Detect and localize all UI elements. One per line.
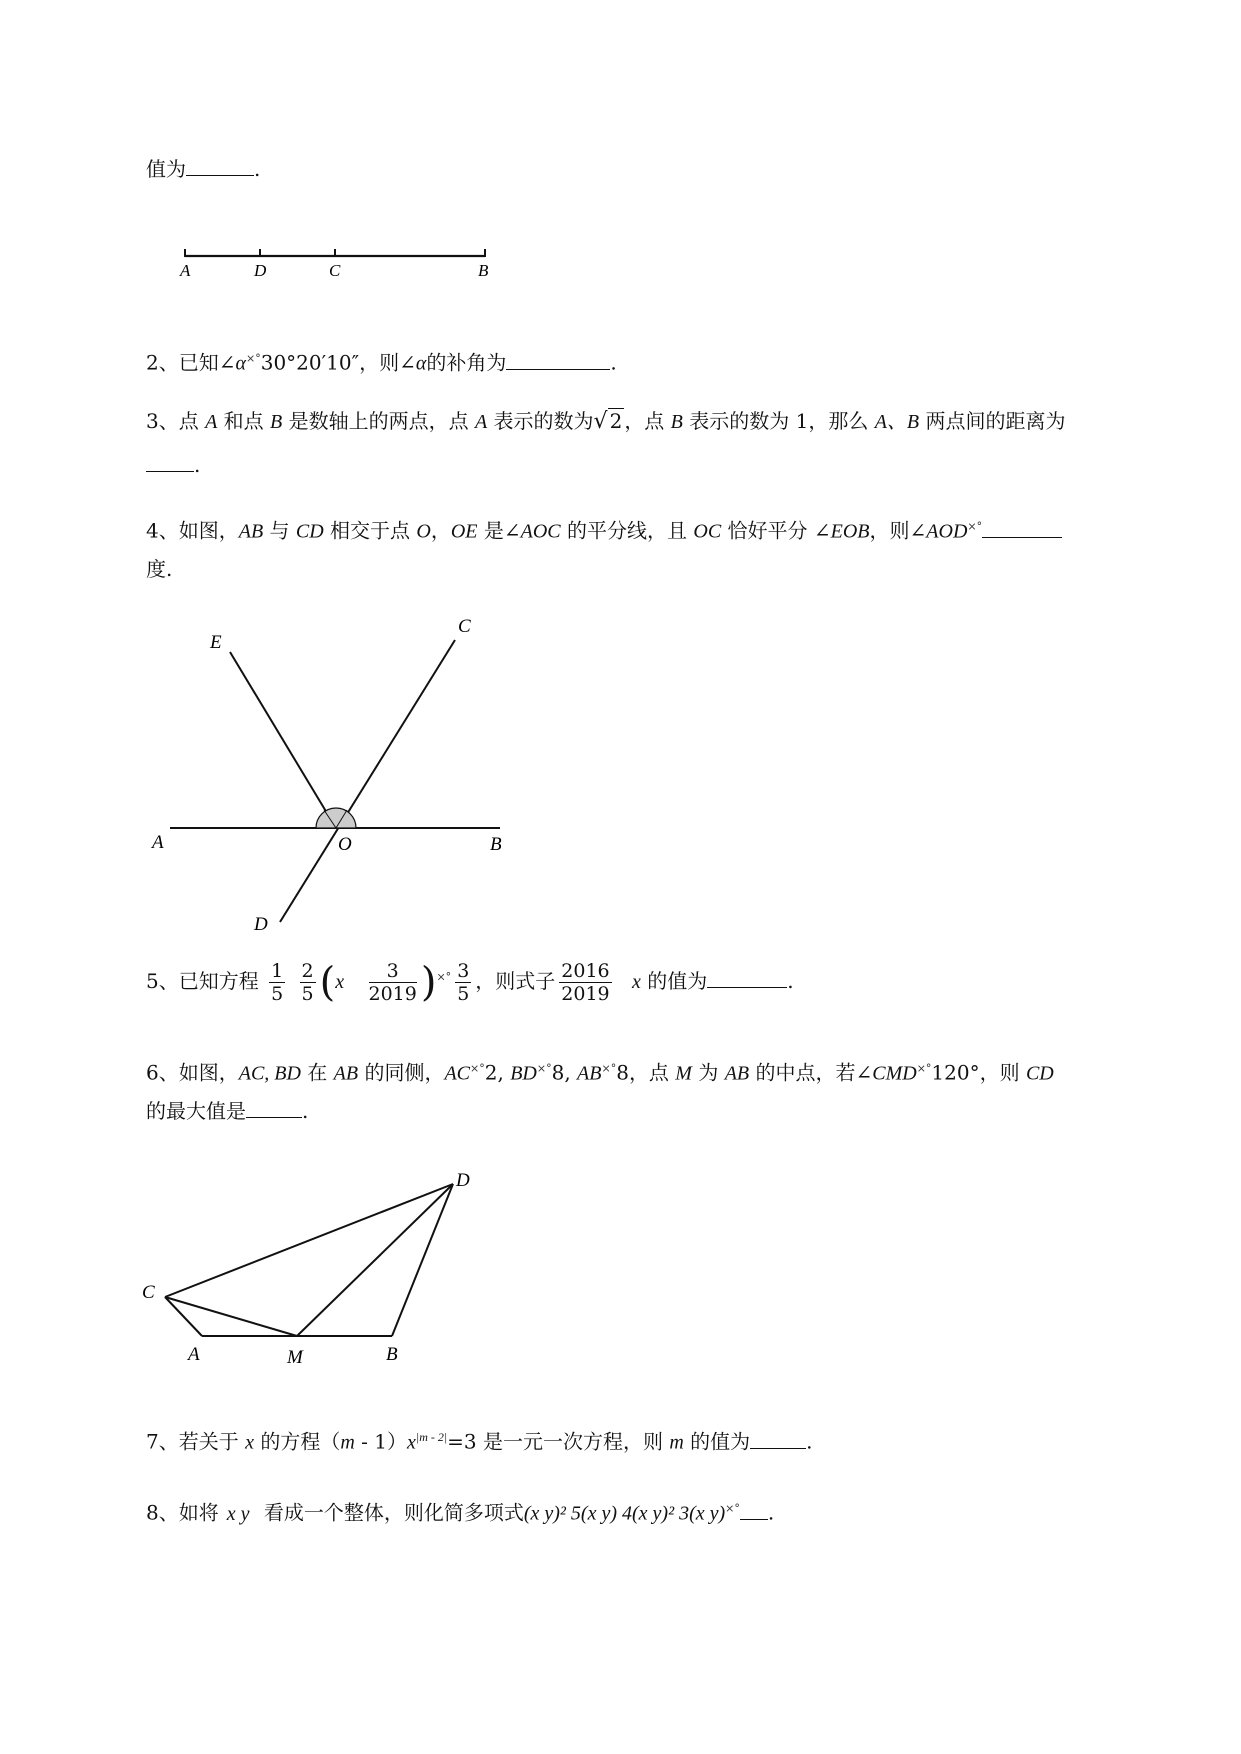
q6-ac: AC	[444, 1062, 471, 1085]
left-paren: (	[319, 959, 336, 1006]
q2-post: 的补角为	[426, 350, 507, 375]
q5-number: 5、	[146, 969, 179, 993]
q4-angle-aoc: ∠AOC	[503, 520, 561, 543]
q3-point-a2: A	[474, 411, 488, 433]
q8-answer-blank	[740, 1501, 768, 1520]
fig3-label-d: D	[456, 1170, 470, 1191]
q6-line	[146, 1056, 1054, 1087]
q8-tail: .	[767, 1500, 775, 1525]
fig2-label-c: C	[458, 616, 471, 637]
q2-alpha: α	[235, 352, 246, 375]
q3-answer-blank	[146, 453, 194, 472]
fig3-label-a: A	[188, 1344, 200, 1365]
q4-t8: ，则	[869, 518, 910, 543]
q6-v2: 8,	[551, 1060, 578, 1085]
q2-alpha2: α	[415, 352, 427, 375]
q6-number: 6、	[146, 1060, 179, 1085]
q6-line2	[146, 1098, 308, 1124]
q6-ab3: AB	[724, 1062, 750, 1085]
q5-t2: ，则式子	[475, 969, 556, 993]
q4-angle-aod: ∠AOD	[909, 520, 968, 543]
q5-f4-denominator: 5	[457, 983, 470, 1005]
fig1-label-c: C	[329, 261, 341, 280]
q4-t1: 如图，	[178, 518, 239, 543]
q4-cd: CD	[295, 520, 324, 543]
fig1-label-b: B	[478, 261, 489, 280]
q5-f5-denominator: 2019	[561, 983, 610, 1005]
q6-answer-blank	[246, 1099, 302, 1118]
q5-answer-blank	[707, 969, 787, 988]
q2-number: 2、	[146, 350, 179, 375]
q7-t3: - 1）	[354, 1429, 407, 1454]
q5-f2-denominator: 5	[301, 983, 314, 1005]
q5-x: x	[335, 971, 345, 993]
q5-fraction-3	[369, 960, 417, 1005]
q3-sqrt-value: 2	[609, 409, 623, 433]
q6-t2: 在	[300, 1060, 334, 1085]
q6-m: M	[675, 1062, 692, 1085]
equals-glyph: ×°	[470, 1062, 485, 1075]
fig3-label-b: B	[386, 1344, 398, 1365]
q6-t6: 的中点，若	[749, 1060, 856, 1085]
q5-fraction-4	[455, 960, 471, 1005]
q7-number: 7、	[146, 1429, 179, 1454]
q4-unit: 度.	[146, 557, 173, 581]
right-paren: )	[420, 959, 437, 1006]
q6-t7: ，则	[979, 1060, 1026, 1085]
equals-glyph: ×°	[246, 352, 261, 365]
q7-exponent: |m - 2|	[415, 1430, 448, 1444]
q8-line	[146, 1496, 774, 1527]
fig2-label-o: O	[338, 834, 352, 855]
q4-line	[146, 514, 1062, 545]
q4-line2	[146, 556, 172, 582]
q4-t6: 的平分线，且	[560, 518, 694, 543]
q5-f4-numerator: 3	[457, 960, 470, 982]
fig1-segment-diagram	[170, 238, 500, 286]
q7-x: x	[245, 1431, 254, 1454]
sqrt-symbol: √	[593, 409, 608, 434]
q6-v3: 8	[616, 1060, 629, 1085]
q6-v1: 2,	[484, 1060, 511, 1085]
q2-value: 30°20′10″	[260, 350, 360, 375]
q6-v4: 120°	[931, 1060, 980, 1085]
fig3-triangle-diagram	[140, 1160, 500, 1370]
q0-text: 值为	[146, 157, 186, 181]
q3-t4: 表示的数为	[487, 409, 594, 433]
fig2-label-d: D	[254, 914, 268, 935]
fig1-label-a: A	[180, 261, 191, 280]
q3-t6: 表示的数为 1，那么	[682, 409, 875, 433]
q3-t2: 和点	[217, 409, 271, 433]
q4-t5: 是	[477, 518, 504, 543]
q4-answer-blank	[982, 519, 1062, 538]
q5-t3: 的值为	[640, 969, 708, 993]
q4-number: 4、	[146, 518, 179, 543]
q5-f1-denominator: 5	[271, 983, 284, 1005]
q7-m2: m	[669, 1431, 684, 1454]
q3-t7: 两点间的距离为	[919, 409, 1066, 433]
q6-t5: 为	[691, 1060, 725, 1085]
q4-oe: OE	[450, 520, 478, 543]
q3-t1: 点	[178, 409, 206, 433]
q0-answer-blank	[186, 157, 254, 176]
q4-ab: AB	[238, 520, 264, 543]
q3-tail: .	[194, 453, 201, 477]
q0-tail: .	[254, 157, 261, 181]
q2-mid: ，则∠	[359, 350, 416, 375]
equals-glyph: ×°	[967, 520, 983, 533]
q5-f3-denominator: 2019	[368, 983, 417, 1005]
q6-ab2: AB	[577, 1062, 602, 1085]
fig3-label-m: M	[287, 1347, 303, 1368]
q7-t4: =3 是一元一次方程，则	[447, 1429, 670, 1454]
q5-f2-numerator: 2	[301, 960, 314, 982]
q4-t2: 与	[263, 518, 296, 543]
q7-t5: 的值为	[683, 1429, 751, 1454]
q7-tail: .	[806, 1429, 813, 1454]
q6-bd: BD	[510, 1062, 537, 1085]
fig2-label-e: E	[210, 632, 222, 653]
q4-angle-eob: ∠EOB	[813, 520, 870, 543]
q3-line	[146, 408, 1065, 435]
q6-angle-cmd: ∠CMD	[855, 1062, 917, 1085]
q4-t4: ，	[430, 518, 451, 543]
equals-glyph: ×°	[436, 970, 452, 984]
q7-t2: 的方程（	[253, 1429, 341, 1454]
q7-m: m	[340, 1431, 355, 1454]
fig2-label-b: B	[490, 834, 502, 855]
q5-fraction-2	[300, 960, 316, 1005]
q2-pre: 已知∠	[178, 350, 236, 375]
q5-fraction-1	[269, 960, 285, 1005]
q3-points-ab: A、B	[874, 411, 920, 433]
q3-number: 3、	[146, 409, 179, 433]
q8-polynomial: (x y)² 5(x y) 4(x y)² 3(x y)	[523, 1502, 726, 1525]
q6-t3: 的同侧，	[358, 1060, 445, 1085]
q6-ab: AB	[333, 1062, 359, 1085]
q6-cd: CD	[1025, 1062, 1054, 1085]
q3-point-a: A	[205, 411, 218, 433]
q5-f3-numerator: 3	[369, 960, 417, 983]
q5-t1: 已知方程	[178, 969, 259, 993]
q4-oc: OC	[693, 520, 722, 543]
q2-line	[146, 346, 617, 377]
fig1-label-d: D	[254, 261, 267, 280]
equals-glyph: ×°	[536, 1062, 552, 1075]
q7-x2: x	[407, 1431, 416, 1454]
q5-x2: x	[632, 971, 641, 993]
q6-t1: 如图，	[178, 1060, 239, 1085]
q7-t1: 若关于	[178, 1429, 246, 1454]
q3-t3: 是数轴上的两点，点	[282, 409, 475, 433]
q5-tail: .	[787, 969, 794, 993]
q4-t3: 相交于点	[323, 518, 417, 543]
q6-line2-text: 的最大值是	[146, 1099, 246, 1123]
q5-f5-numerator: 2016	[561, 960, 610, 982]
equals-glyph: ×°	[916, 1062, 932, 1075]
q2-tail: .	[610, 350, 617, 375]
q5-f1-numerator: 1	[271, 960, 284, 982]
q3-point-b: B	[270, 411, 283, 433]
fig2-angle-diagram	[140, 610, 540, 940]
q8-t1: 如将	[178, 1500, 219, 1525]
q3-line2	[146, 452, 200, 478]
fig2-label-a: A	[152, 832, 164, 853]
q4-o: O	[416, 520, 431, 543]
q6-segments: AC, BD	[238, 1062, 301, 1085]
q8-xy: x y	[226, 1502, 250, 1525]
q2-answer-blank	[506, 351, 610, 370]
q0-line	[146, 156, 260, 182]
q3-t5: ，点	[624, 409, 671, 433]
q8-number: 8、	[146, 1500, 179, 1525]
q4-t7: 恰好平分	[721, 518, 814, 543]
q6-t4: ，点	[628, 1060, 676, 1085]
fig3-label-c: C	[142, 1282, 155, 1303]
q6-tail: .	[302, 1099, 309, 1123]
q5-line	[146, 960, 794, 1020]
q7-answer-blank	[750, 1430, 806, 1449]
equals-glyph: ×°	[601, 1062, 617, 1075]
q3-point-b2: B	[670, 411, 683, 433]
q8-t2: 看成一个整体，则化简多项式	[257, 1500, 524, 1525]
q5-fraction-5	[559, 960, 611, 1005]
equals-glyph: ×°	[725, 1502, 740, 1515]
q7-line	[146, 1424, 813, 1456]
